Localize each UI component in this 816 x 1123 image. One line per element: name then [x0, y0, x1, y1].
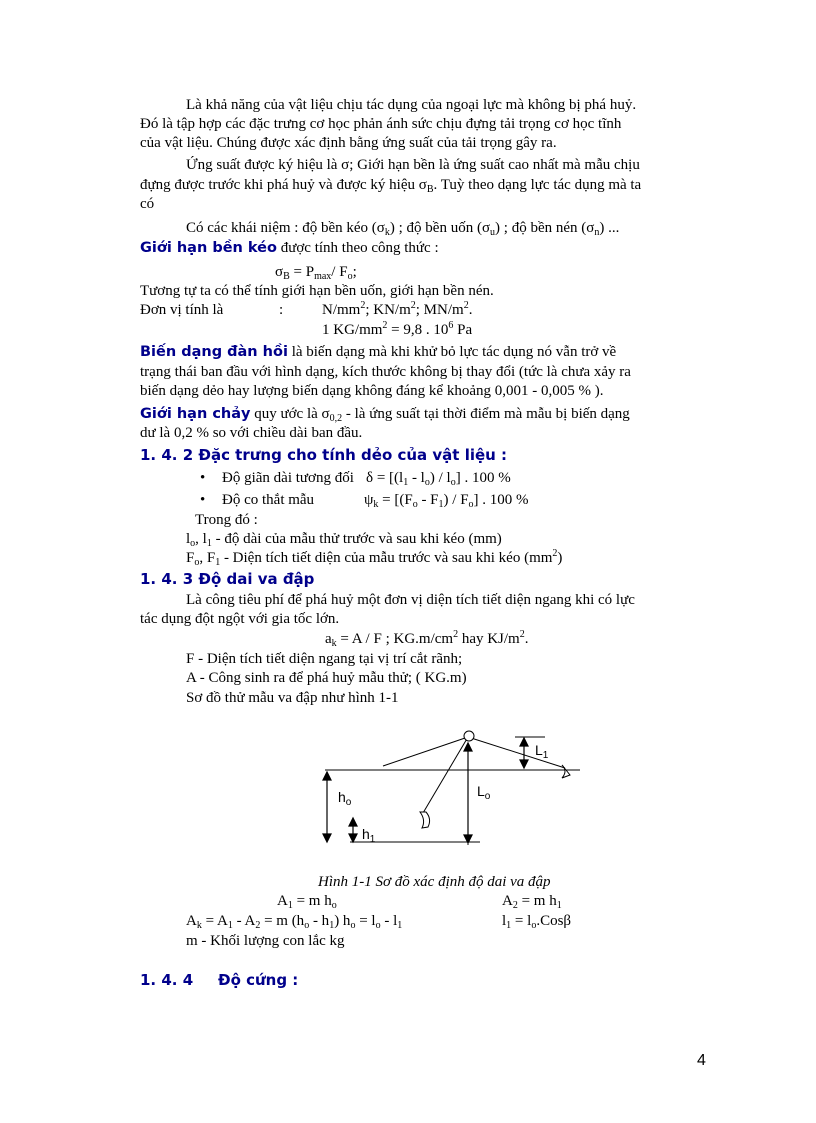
- label-h1: $h_1$: [362, 826, 376, 845]
- para-line: của vật liệu. Chúng được xác định bằng ứng suất của tải trọng gây ra.: [140, 135, 557, 151]
- hammer-left: [420, 812, 430, 828]
- para-line: F - Diện tích tiết diện ngang tại vị trí cắt rãnh;: [186, 651, 463, 667]
- para-line: Có các khái niệm : độ bền kéo $(\sigma_k)$ ; độ bền uốn $(\sigma_u)$ ; độ bền nén $(\sigma_n)$ ...: [186, 220, 620, 238]
- para-line: A - Công sinh ra để phá huỷ mẫu thử; ( KG.m): [186, 670, 467, 686]
- bullet-label: Độ co thắt mẫu: [222, 492, 315, 508]
- para-line: $l_o$, $l_1$ - độ dài của mẫu thử trước và sau khi kéo (mm): [186, 531, 502, 549]
- bullet-icon: •: [200, 492, 206, 508]
- gioi-han-chay-line: Giới hạn chảy quy ước là $\sigma_{0,2}$ - là ứng suất tại thời điểm mà mẫu bị biến dạng: [140, 406, 630, 424]
- heading-1-4-4-number: 1. 4. 4: [140, 971, 194, 989]
- para-line: $F_o$, $F_1$ - Diện tích tiết diện của mẫu trước và sau khi kéo $(mm^2)$: [186, 548, 563, 568]
- para-line: m - Khối lượng con lắc kg: [186, 933, 345, 949]
- formula-sigma-b: $\sigma_B = P_{max}/$ $F_o$;: [275, 264, 357, 282]
- bullet-icon: •: [200, 470, 206, 486]
- hammer-right: [562, 765, 570, 778]
- para-line: Ứng suất được ký hiệu là σ; Giới hạn bền là ứng suất cao nhất mà mẫu chịu: [186, 157, 640, 173]
- heading-bien-dang-dan-hoi: Biến dạng đàn hồi: [140, 344, 288, 360]
- gioi-han-ben-line: Giới hạn bền kéo được tính theo công thức :: [140, 240, 439, 256]
- eq-ak: $A_k = A_1 - A_2 = m$ $(h_o - h_1) h_o = l_o - l_1$: [186, 913, 403, 931]
- heading-1-4-4-title: Độ cứng :: [218, 971, 299, 989]
- para-line: Là công tiêu phí để phá huỷ một đơn vị diện tích tiết diện ngang khi có lực: [186, 592, 635, 608]
- eq-a1: $A_1 = m$ $h_o$: [277, 893, 337, 911]
- page-number: 4: [697, 1052, 706, 1069]
- heading-gioi-han-ben: Giới hạn bền kéo: [140, 240, 277, 256]
- pendulum-arm-right: [468, 737, 565, 768]
- unit-values: $N/mm^2$; $KN/m^2$; $MN/m^2$.: [322, 300, 473, 318]
- unit-conversion: 1 $KG/mm^2 = 9,8$ . $10^6$ Pa: [322, 320, 473, 338]
- pendulum-arm-down: [423, 737, 468, 813]
- unit-label: Đơn vị tính là: [140, 302, 224, 318]
- pendulum-arm-left: [383, 737, 468, 766]
- para-line: biến dạng dẻo hay lượng biến dạng không đáng kể khoảng 0,001 - 0,005 % ).: [140, 383, 604, 399]
- para-line: có: [140, 196, 155, 212]
- heading-1-4-2: 1. 4. 2 Đặc trưng cho tính dẻo của vật liệu :: [140, 446, 508, 464]
- formula-elongation: $\delta = [(l_1 - l_o) / l_o]$ . 100 %: [366, 470, 511, 488]
- para-line: Là khả năng của vật liệu chịu tác dụng của ngoại lực mà không bị phá huỷ.: [186, 97, 637, 113]
- para-line: tác dụng đột ngột với gia tốc lớn.: [140, 611, 340, 627]
- eq-a2: $A_2 = m$ $h_1$: [502, 893, 562, 911]
- eq-l1: $l_1 = l_o.Cos\beta$: [502, 913, 572, 931]
- formula-contraction: $\psi_k = [(F_o - F_1) / F_o]$ . 100 %: [364, 492, 529, 510]
- label-ho: $h_o$: [338, 789, 352, 808]
- figure-caption: Hình 1-1 Sơ đồ xác định độ dai va đập: [318, 874, 551, 890]
- bien-dang-line: Biến dạng đàn hồi là biến dạng mà khi khử bỏ lực tác dụng nó vẫn trở về: [140, 344, 617, 360]
- heading-gioi-han-chay: Giới hạn chảy: [140, 406, 251, 422]
- para-line: Đó là tập hợp các đặc trưng cơ học phản ánh sức chịu đựng tải trọng cơ học tĩnh: [140, 116, 622, 132]
- label-L1: $L_1$: [535, 742, 549, 761]
- unit-colon: :: [279, 302, 284, 318]
- para-line: đựng được trước khi phá huỷ và được ký hiệu $\sigma_B$. Tuỳ theo dạng lực tác dụng mà ta: [140, 177, 642, 195]
- pivot-point: [464, 731, 474, 741]
- para-line: dư là 0,2 % so với chiều dài ban đầu.: [140, 425, 363, 441]
- bullet-label: Độ giãn dài tương đối: [222, 470, 354, 486]
- label-Lo: $L_o$: [477, 783, 491, 802]
- heading-1-4-3: 1. 4. 3 Độ dai va đập: [140, 570, 315, 588]
- para-line: Trong đó :: [195, 512, 258, 528]
- para-line: Tương tự ta có thể tính giới hạn bền uốn, giới hạn bền nén.: [140, 283, 494, 299]
- para-line: trạng thái ban đầu với hình dạng, kích thước không bị thay đổi (tức là chưa xảy ra: [140, 364, 631, 380]
- formula-ak: $a_k = A / F$ ; $KG.m/cm^2$ hay $KJ/m^2$.: [325, 629, 529, 649]
- para-line: Sơ đồ thử mẫu va đập như hình 1-1: [186, 690, 399, 706]
